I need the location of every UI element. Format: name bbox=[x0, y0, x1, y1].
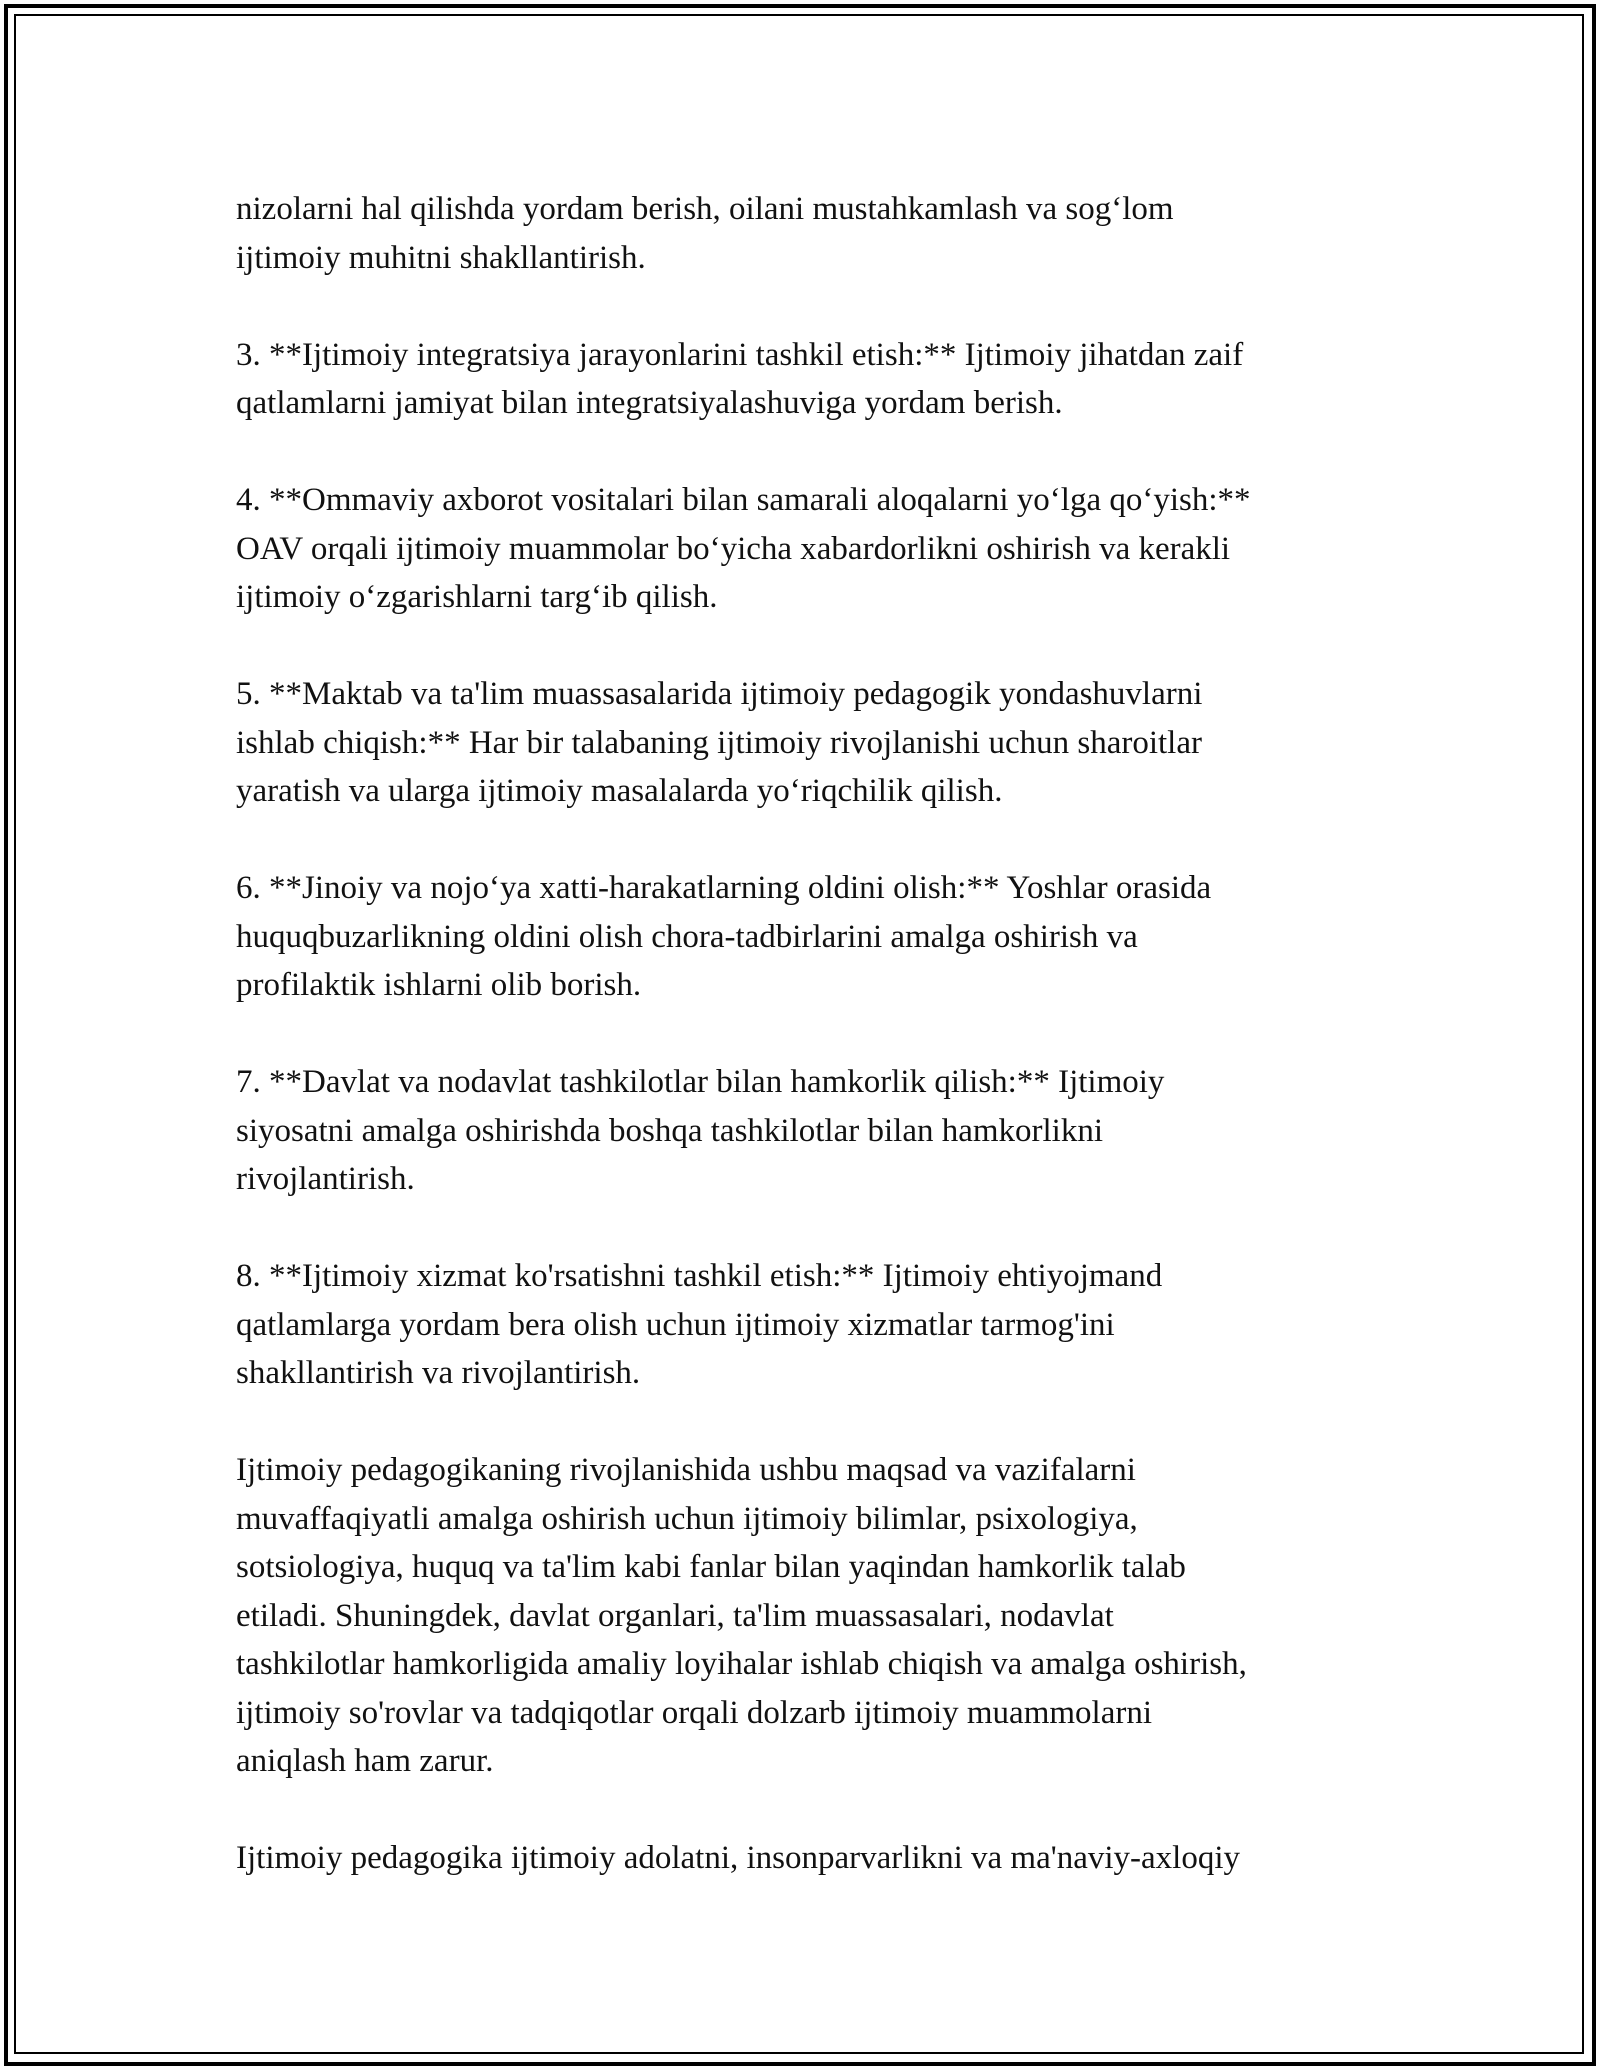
summary-paragraph: Ijtimoiy pedagogikaning rivojlanishida ushbu maqsad va vazifalarni muvaffaqiyatli amalga oshirish uchun ijtimoiy bilimlar, psixologiya, sotsiologiya, huquq va ta'lim kabi fanlar bilan yaqindan hamkorlik talab etiladi. Shuningdek, davlat organlari, ta'lim muassasalari, nodavlat tashkilotlar hamkorligida amaliy loyihalar ishlab chiqish va amalga oshirish, ijtimoiy so'rovlar va tadqiqotlar orqali dolzarb ijtimoiy muammolarni aniqlash ham zarur. bbox=[236, 1452, 1247, 1779]
list-item-5: 5. **Maktab va ta'lim muassasalarida ijtimoiy pedagogik yondashuvlarni ishlab chiqish:** Har bir talabaning ijtimoiy rivojlanishi uchun sharoitlar yaratish va ularga ijtimoiy masalalarda yo‘riqchilik qilish. bbox=[236, 676, 1203, 809]
list-item-6: 6. **Jinoiy va nojo‘ya xatti-harakatlarning oldini olish:** Yoshlar orasida huquqbuzarlikning oldini olish chora-tadbirlarini amalga oshirish va profilaktik ishlarni olib borish. bbox=[236, 870, 1212, 1003]
closing-paragraph-start: Ijtimoiy pedagogika ijtimoiy adolatni, insonparvarlikni va ma'naviy-axloqiy bbox=[236, 1840, 1240, 1876]
list-item-4: 4. **Ommaviy axborot vositalari bilan samarali aloqalarni yo‘lga qo‘yish:** OAV orqali ijtimoiy muammolar bo‘yicha xabardorlikni oshirish va kerakli ijtimoiy o‘zgarishlarni targ‘ib qilish. bbox=[236, 482, 1251, 615]
list-item-7: 7. **Davlat va nodavlat tashkilotlar bilan hamkorlik qilish:** Ijtimoiy siyosatni amalga oshirishda boshqa tashkilotlar bilan hamkorlikni rivojlantirish. bbox=[236, 1064, 1165, 1197]
paragraph-continuation: nizolarni hal qilishda yordam berish, oilani mustahkamlash va sog‘lom ijtimoiy muhitni shakllantirish. bbox=[236, 191, 1174, 276]
document-body bbox=[236, 185, 1376, 1883]
list-item-3: 3. **Ijtimoiy integratsiya jarayonlarini tashkil etish:** Ijtimoiy jihatdan zaif qatlamlarni jamiyat bilan integratsiyalashuviga yordam berish. bbox=[236, 336, 1244, 421]
list-item-8: 8. **Ijtimoiy xizmat ko'rsatishni tashkil etish:** Ijtimoiy ehtiyojmand qatlamlarga yordam bera olish uchun ijtimoiy xizmatlar tarmog'ini shakllantirish va rivojlantirish. bbox=[236, 1258, 1163, 1391]
